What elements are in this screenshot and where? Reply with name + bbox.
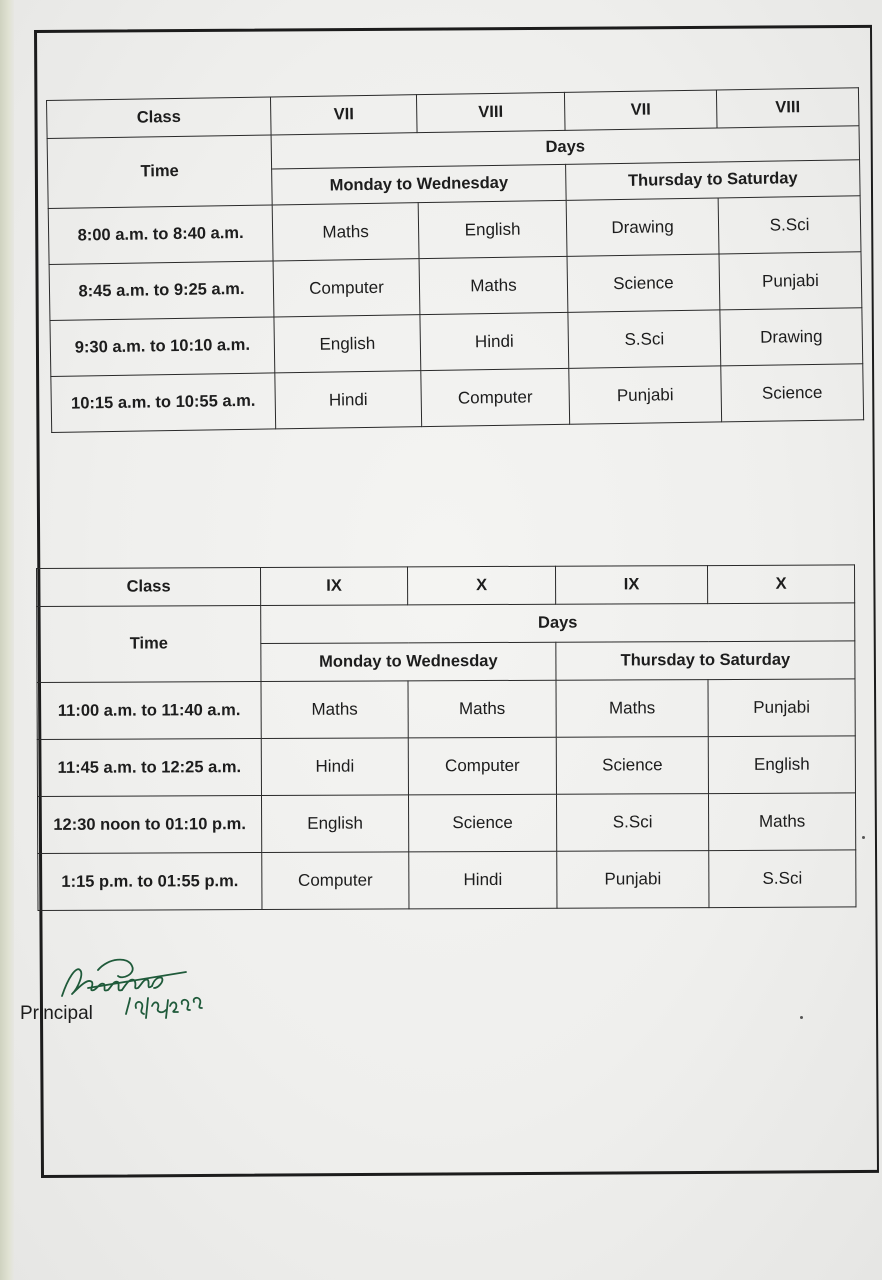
class-cell: VII [270,95,417,135]
timetable-vii-viii [46,87,864,433]
class-cell: VIII [416,92,565,132]
day-group-thu-sat: Thursday to Saturday [566,160,861,201]
subject-cell: Hindi [420,312,569,370]
days-header-row [37,603,855,645]
subject-cell: Punjabi [569,366,722,424]
time-slot: 12:30 noon to 01:10 p.m. [37,796,261,854]
time-label: Time [47,135,272,209]
subject-cell: Hindi [409,851,557,909]
subject-cell: Computer [421,368,570,426]
table-row [37,736,855,797]
class-header-row [37,565,855,607]
day-group-thu-sat: Thursday to Saturday [556,641,855,680]
class-label: Class [37,568,261,607]
principal-label: Principal [20,1003,93,1024]
class-label: Class [47,97,272,139]
time-slot: 1:15 p.m. to 01:55 p.m. [38,853,262,911]
timetable-ix-x [36,564,856,911]
subject-cell: English [708,736,855,794]
speck [800,1016,803,1019]
time-slot: 8:45 a.m. to 9:25 a.m. [49,261,274,321]
days-label: Days [261,603,855,644]
subject-cell: Science [556,737,708,795]
subject-cell: Science [721,364,864,422]
time-slot: 9:30 a.m. to 10:10 a.m. [50,317,275,377]
subject-cell: S.Sci [709,850,856,908]
subject-cell: Computer [262,852,409,910]
table-row [37,793,855,854]
subject-cell: Science [408,794,556,852]
days-label: Days [271,126,859,169]
subject-cell: Maths [708,793,855,851]
subject-cell: Hindi [275,371,422,429]
subject-cell: Computer [408,737,556,795]
table-row [38,850,856,911]
class-cell: VII [564,90,717,130]
time-slot: 11:45 a.m. to 12:25 a.m. [37,739,261,797]
page-edge [0,0,14,1280]
subject-cell: Maths [261,681,408,739]
subject-cell: Computer [273,259,420,317]
subject-cell: English [261,795,408,853]
subject-cell: English [274,315,421,373]
class-cell: X [707,565,854,604]
class-cell: X [407,566,555,605]
subject-cell: S.Sci [568,310,721,368]
subject-cell: Drawing [566,198,719,256]
subject-cell: Science [567,254,720,312]
subject-cell: English [418,200,567,258]
subject-cell: Punjabi [708,679,855,737]
time-slot: 11:00 a.m. to 11:40 a.m. [37,682,261,740]
subject-cell: Punjabi [557,851,709,909]
table-row [37,679,855,740]
class-cell: VIII [716,88,859,128]
subject-cell: Punjabi [719,252,862,310]
subject-cell: Maths [272,203,419,261]
day-group-mon-wed: Monday to Wednesday [272,164,567,205]
subject-cell: Maths [556,680,708,738]
day-group-mon-wed: Monday to Wednesday [261,642,556,681]
time-label: Time [37,606,261,683]
subject-cell: S.Sci [718,196,861,254]
time-slot: 8:00 a.m. to 8:40 a.m. [48,205,273,265]
subject-cell: Drawing [720,308,863,366]
class-cell: IX [555,566,707,605]
subject-cell: S.Sci [556,794,708,852]
subject-cell: Hindi [261,738,408,796]
class-cell: IX [261,567,408,606]
speck [862,836,865,839]
subject-cell: Maths [419,256,568,314]
subject-cell: Maths [408,680,556,738]
time-slot: 10:15 a.m. to 10:55 a.m. [51,373,276,433]
